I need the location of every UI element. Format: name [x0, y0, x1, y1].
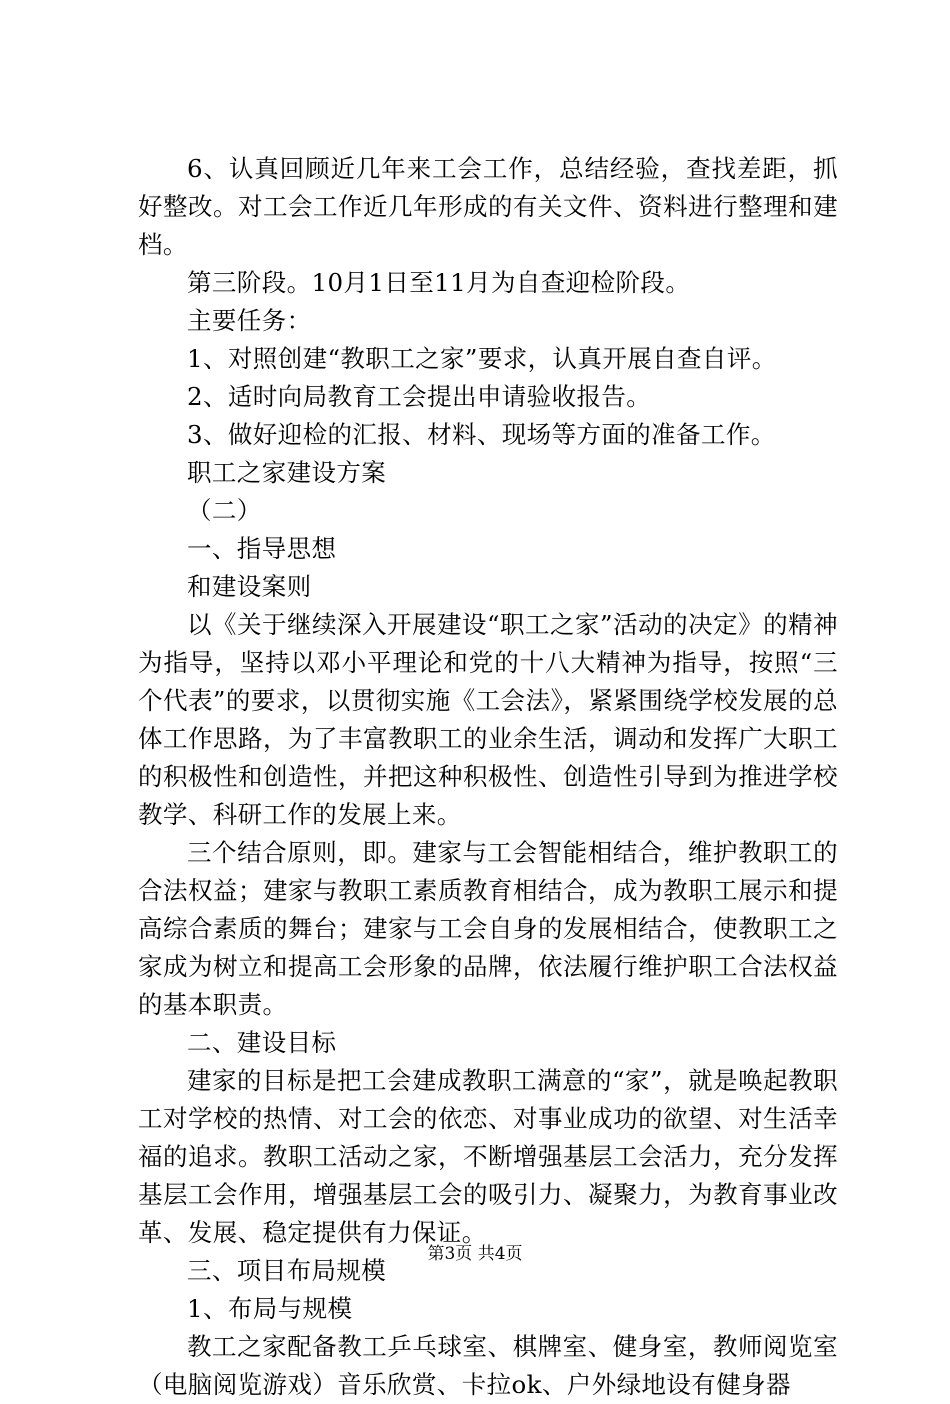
paragraph-layout-text: 教工之家配备教工乒乓球室、棋牌室、健身室，教师阅览室（电脑阅览游戏）音乐欣赏、卡拉ok、户外绿地设有健身器	[138, 1332, 838, 1399]
heading-guiding-thought: 一、指导思想	[187, 534, 337, 563]
paragraph-5: 2、适时向局教育工会提出申请验收报告。	[187, 382, 652, 411]
paragraph-4: 1、对照创建“教职工之家”要求，认真开展自查自评。	[187, 344, 777, 373]
paragraph-guiding-text: 以《关于继续深入开展建设“职工之家”活动的决定》的精神为指导，坚持以邓小平理论和党的十八大精神为指导，按照“三个代表”的要求，以贯彻实施《工会法》，紧紧围绕学校发展的总体工作思路，为了丰富教职工的业余生活，调动和发挥广大职工的积极性和创造性，并把这种积极性、创造性引导到为推进学校教学、科研工作的发展上来。	[138, 610, 838, 829]
section-subtitle: （二）	[187, 496, 262, 525]
paragraph-3: 主要任务：	[187, 306, 312, 335]
paragraph-1: 6、认真回顾近几年来工会工作，总结经验，查找差距，抓好整改。对工会工作近几年形成的有关文件、资料进行整理和建档。	[138, 154, 838, 259]
paragraph-2: 第三阶段。10月1日至11月为自查迎检阶段。	[187, 268, 691, 297]
heading-layout-scale: 三、项目布局规模	[187, 1256, 387, 1285]
page-footer: 第3页 共4页	[427, 1244, 523, 1264]
document-body	[138, 150, 838, 1404]
heading-principles: 和建设案则	[187, 572, 312, 601]
subheading-layout: 1、布局与规模	[187, 1294, 353, 1323]
paragraph-goals-text: 建家的目标是把工会建成教职工满意的“家”，就是唤起教职工对学校的热情、对工会的依恋、对事业成功的欲望、对生活幸福的追求。教职工活动之家，不断增强基层工会活力，充分发挥基层工会作用，增强基层工会的吸引力、凝聚力，为教育事业改革、发展、稳定提供有力保证。	[138, 1066, 838, 1247]
section-title: 职工之家建设方案	[187, 458, 387, 487]
paragraph-principles-text: 三个结合原则，即。建家与工会智能相结合，维护教职工的合法权益；建家与教职工素质教育相结合，成为教职工展示和提高综合素质的舞台；建家与工会自身的发展相结合，使教职工之家成为树立和提高工会形象的品牌，依法履行维护职工合法权益的基本职责。	[138, 838, 838, 1019]
heading-goals: 二、建设目标	[187, 1028, 337, 1057]
paragraph-6: 3、做好迎检的汇报、材料、现场等方面的准备工作。	[187, 420, 776, 449]
